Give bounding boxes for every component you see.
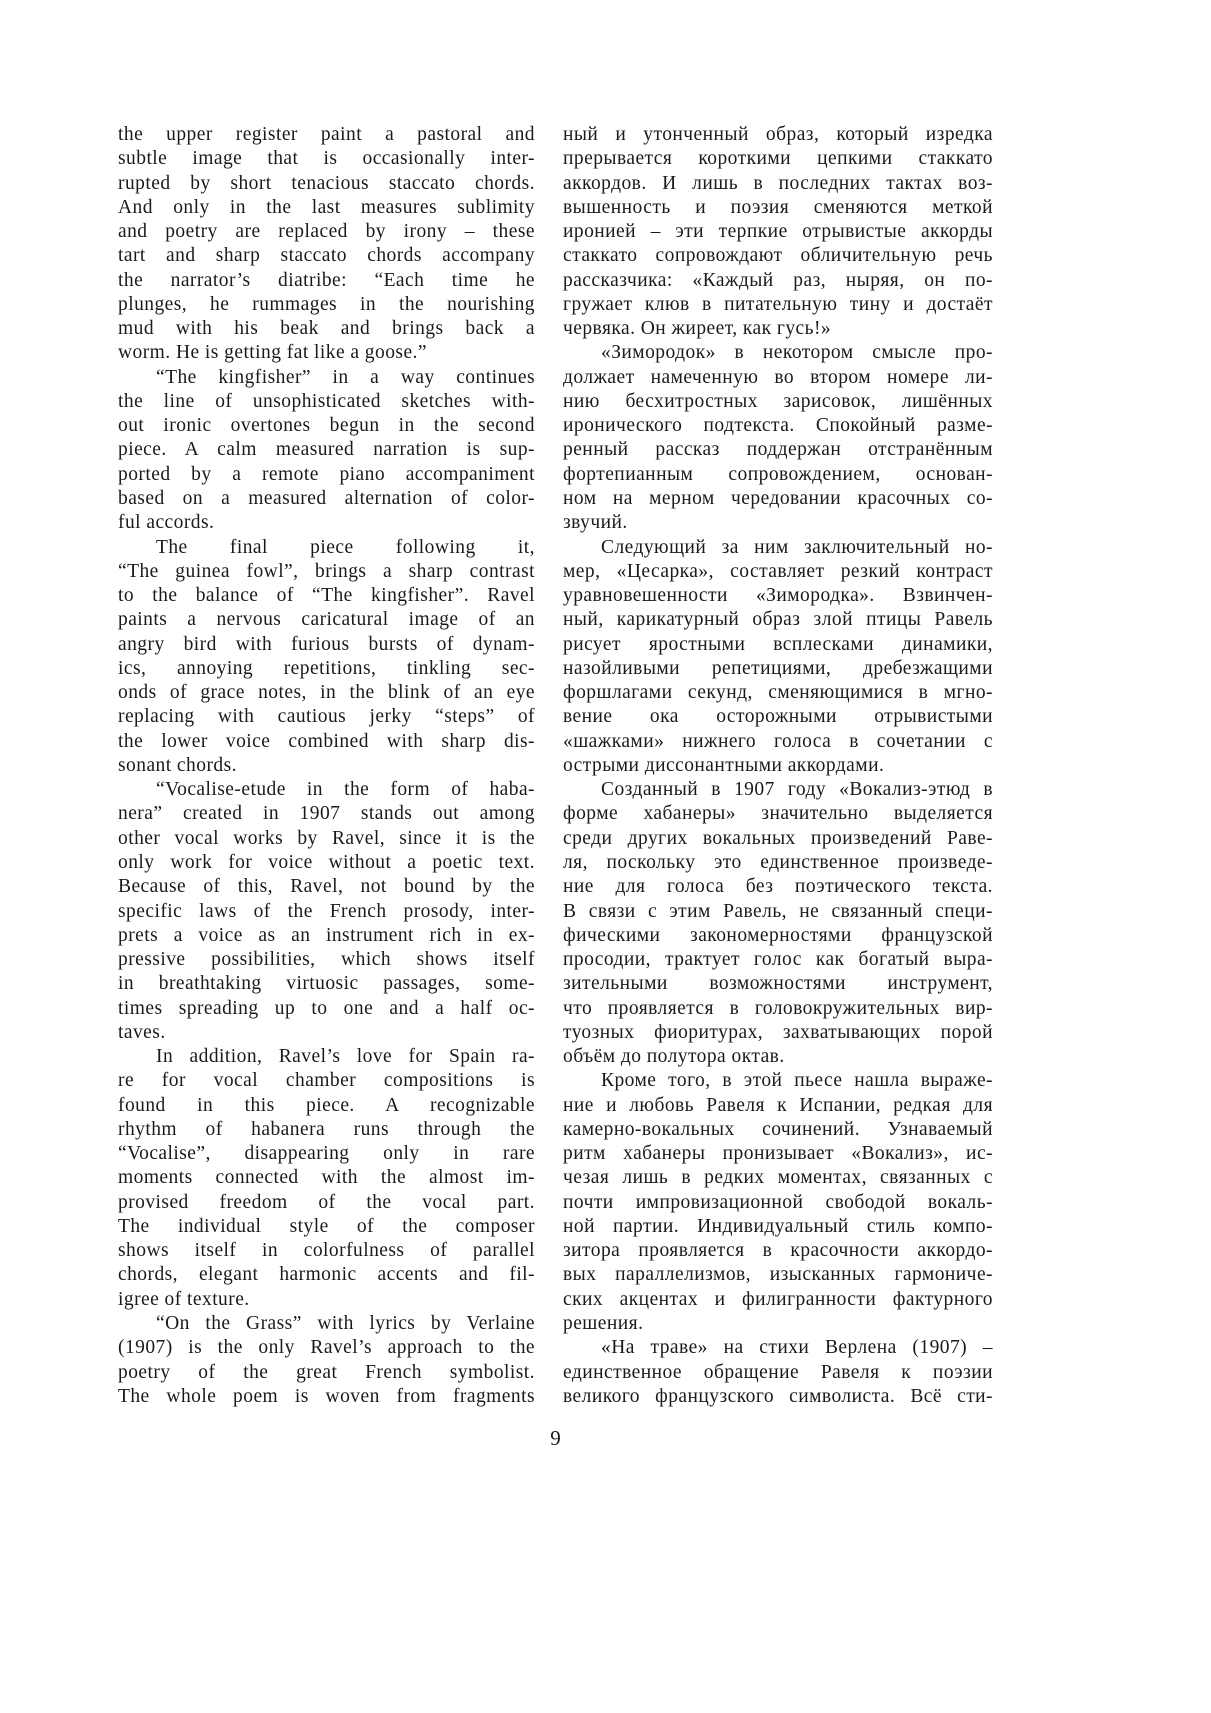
text-line: ритм хабанеры пронизывает «Вокализ», ис- bbox=[563, 1143, 993, 1165]
text-line: replacing with cautious jerky “steps” of bbox=[118, 706, 535, 728]
text-line: туозных фиоритурах, захватывающих порой bbox=[563, 1021, 993, 1043]
text-line: ля, поскольку это единственное произведе- bbox=[563, 851, 993, 873]
text-line: onds of grace notes, in the blink of an eye bbox=[118, 682, 535, 704]
text-line: зительными возможностями инструмент, bbox=[563, 973, 993, 995]
text-line: Кроме того, в этой пьесе нашла выраже- bbox=[601, 1070, 993, 1092]
text-line: moments connected with the almost im- bbox=[118, 1167, 535, 1189]
paragraph bbox=[563, 123, 993, 341]
paragraph bbox=[118, 1045, 535, 1312]
paragraph bbox=[563, 536, 993, 779]
text-line: Созданный в 1907 году «Вокализ-этюд в bbox=[601, 779, 993, 801]
text-line: ный и утонченный образ, который изредка bbox=[563, 124, 993, 145]
text-line: ful accords. bbox=[118, 512, 215, 534]
text-line: plunges, he rummages in the nourishing bbox=[118, 293, 535, 315]
paragraph bbox=[118, 778, 535, 1045]
paragraph bbox=[118, 366, 535, 536]
page-number: 9 bbox=[550, 1426, 561, 1450]
text-line: прерывается короткими цепкими стаккато bbox=[563, 148, 993, 170]
text-line: рисует яростными всплесками динамики, bbox=[563, 633, 993, 655]
paragraph bbox=[118, 1312, 535, 1409]
text-line: «Зимородок» в некотором смысле про- bbox=[601, 342, 993, 364]
paragraph bbox=[118, 536, 535, 779]
text-line: ренный рассказ поддержан отстранённым bbox=[563, 439, 993, 461]
text-line: worm. He is getting fat like a goose.” bbox=[118, 342, 427, 364]
text-line: ние для голоса без поэтического текста. bbox=[563, 876, 993, 898]
text-line: the narrator’s diatribe: “Each time he bbox=[118, 269, 535, 291]
text-line: mud with his beak and brings back a bbox=[118, 318, 535, 340]
text-line: out ironic overtones begun in the second bbox=[118, 415, 535, 437]
text-line: назойливыми репетициями, дребезжащими bbox=[563, 657, 993, 679]
text-line: times spreading up to one and a half oc- bbox=[118, 997, 535, 1019]
text-line: нию бесхитростных зарисовок, лишённых bbox=[563, 390, 993, 412]
text-line: “The guinea fowl”, brings a sharp contrast bbox=[118, 560, 535, 582]
text-line: уравновешенности «Зимородка». Взвинчен- bbox=[563, 585, 993, 607]
text-line: re for vocal chamber compositions is bbox=[118, 1070, 535, 1092]
text-line: based on a measured alternation of color- bbox=[118, 487, 535, 509]
text-line: “Vocalise”, disappearing only in rare bbox=[118, 1143, 535, 1165]
text-line: The whole poem is woven from fragments bbox=[118, 1385, 535, 1407]
text-line: pressive possibilities, which shows itself bbox=[118, 949, 535, 971]
text-line: чезая лишь в редких моментах, связанных с bbox=[563, 1167, 993, 1189]
text-line: chords, elegant harmonic accents and fil- bbox=[118, 1264, 535, 1286]
paragraph bbox=[563, 1069, 993, 1336]
text-line: subtle image that is occasionally inter- bbox=[118, 148, 535, 170]
text-line: taves. bbox=[118, 1021, 166, 1043]
text-line: ние и любовь Равеля к Испании, редкая для bbox=[563, 1094, 993, 1116]
text-line: tart and sharp staccato chords accompany bbox=[118, 245, 535, 267]
text-line: червяка. Он жиреет, как гусь!» bbox=[563, 318, 832, 340]
text-line: Because of this, Ravel, not bound by the bbox=[118, 876, 535, 898]
text-line: “The kingfisher” in a way continues bbox=[156, 366, 535, 388]
text-line: должает намеченную во втором номере ли- bbox=[563, 366, 993, 388]
text-line: Следующий за ним заключительный но- bbox=[601, 536, 993, 558]
text-line: sonant chords. bbox=[118, 754, 237, 776]
text-line: other vocal works by Ravel, since it is the bbox=[118, 827, 535, 849]
text-line: (1907) is the only Ravel’s approach to the bbox=[118, 1337, 535, 1359]
text-line: зитора проявляется в красочности аккордо- bbox=[563, 1240, 993, 1262]
text-line: среди других вокальных произведений Раве- bbox=[563, 827, 993, 849]
text-line: igree of texture. bbox=[118, 1288, 250, 1310]
text-line: В связи с этим Равель, не связанный специ- bbox=[563, 900, 993, 922]
paragraph bbox=[118, 123, 535, 366]
text-line: гружает клюв в питательную тину и достаёт bbox=[563, 293, 993, 315]
text-line: ном на мерном чередовании красочных со- bbox=[563, 487, 993, 509]
text-line: nera” created in 1907 stands out among bbox=[118, 803, 535, 825]
text-line: решения. bbox=[563, 1313, 644, 1335]
paragraph bbox=[563, 1336, 993, 1409]
text-line: ported by a remote piano accompaniment bbox=[118, 463, 535, 485]
russian-text-column bbox=[563, 123, 993, 1409]
text-line: иронического подтекста. Спокойный разме- bbox=[563, 415, 993, 437]
text-line: великого французского символиста. Всё сти- bbox=[563, 1385, 993, 1407]
text-line: мер, «Цесарка», составляет резкий контраст bbox=[563, 560, 993, 582]
text-line: объём до полутора октав. bbox=[563, 1046, 785, 1068]
text-line: звучий. bbox=[563, 512, 628, 534]
text-line: shows itself in colorfulness of parallel bbox=[118, 1240, 535, 1262]
text-line: paints a nervous caricatural image of an bbox=[118, 609, 535, 631]
text-line: вых параллелизмов, изысканных гармониче- bbox=[563, 1264, 993, 1286]
text-line: «На траве» на стихи Верлена (1907) – bbox=[601, 1337, 993, 1359]
text-line: the line of unsophisticated sketches with- bbox=[118, 390, 535, 412]
text-line: poetry of the great French symbolist. bbox=[118, 1361, 535, 1383]
text-line: and poetry are replaced by irony – these bbox=[118, 221, 535, 243]
text-line: found in this piece. A recognizable bbox=[118, 1094, 535, 1116]
text-line: angry bird with furious bursts of dynam- bbox=[118, 633, 535, 655]
text-line: ный, карикатурный образ злой птицы Равель bbox=[563, 609, 993, 631]
text-line: the upper register paint a pastoral and bbox=[118, 124, 535, 145]
text-line: to the balance of “The kingfisher”. Ravel bbox=[118, 585, 535, 607]
text-line: “On the Grass” with lyrics by Verlaine bbox=[156, 1313, 535, 1335]
text-line: форме хабанеры» значительно выделяется bbox=[563, 803, 993, 825]
text-line: The individual style of the composer bbox=[118, 1215, 535, 1237]
text-line: почти импровизационной свободой вокаль- bbox=[563, 1191, 993, 1213]
english-text-column bbox=[118, 123, 535, 1409]
text-line: ной партии. Индивидуальный стиль компо- bbox=[563, 1215, 993, 1237]
text-line: острыми диссонантными аккордами. bbox=[563, 754, 885, 776]
text-line: что проявляется в головокружительных вир- bbox=[563, 997, 993, 1019]
text-line: in breathtaking virtuosic passages, some- bbox=[118, 973, 535, 995]
text-line: specific laws of the French prosody, inter- bbox=[118, 900, 535, 922]
paragraph bbox=[563, 341, 993, 535]
text-line: фическими закономерностями французской bbox=[563, 924, 993, 946]
text-line: provised freedom of the vocal part. bbox=[118, 1191, 535, 1213]
text-line: ских акцентах и филигранности фактурного bbox=[563, 1288, 993, 1310]
text-line: рассказчика: «Каждый раз, ныряя, он по- bbox=[563, 269, 993, 291]
text-line: rupted by short tenacious staccato chords. bbox=[118, 172, 535, 194]
text-line: And only in the last measures sublimity bbox=[118, 196, 535, 218]
text-line: просодии, трактует голос как богатый выра- bbox=[563, 949, 993, 971]
text-line: аккордов. И лишь в последних тактах воз- bbox=[563, 172, 993, 194]
text-line: “Vocalise-etude in the form of haba- bbox=[156, 779, 535, 801]
text-line: In addition, Ravel’s love for Spain ra- bbox=[156, 1046, 535, 1068]
text-line: prets a voice as an instrument rich in ex- bbox=[118, 924, 535, 946]
paragraph bbox=[563, 778, 993, 1069]
text-line: форшлагами секунд, сменяющимися в мгно- bbox=[563, 682, 993, 704]
text-line: ics, annoying repetitions, tinkling sec- bbox=[118, 657, 535, 679]
text-line: the lower voice combined with sharp dis- bbox=[118, 730, 535, 752]
text-line: фортепианным сопровождением, основан- bbox=[563, 463, 993, 485]
text-line: «шажками» нижнего голоса в сочетании с bbox=[563, 730, 993, 752]
text-line: камерно-вокальных сочинений. Узнаваемый bbox=[563, 1118, 993, 1140]
text-line: единственное обращение Равеля к поэзии bbox=[563, 1361, 993, 1383]
text-line: The final piece following it, bbox=[156, 536, 535, 558]
text-line: вышенность и поэзия сменяются меткой bbox=[563, 196, 993, 218]
text-line: вение ока осторожными отрывистыми bbox=[563, 706, 993, 728]
text-line: стаккато сопровождают обличительную речь bbox=[563, 245, 993, 267]
text-line: only work for voice without a poetic text. bbox=[118, 851, 535, 873]
text-line: piece. A calm measured narration is sup- bbox=[118, 439, 535, 461]
text-line: иронией – эти терпкие отрывистые аккорды bbox=[563, 221, 993, 243]
text-line: rhythm of habanera runs through the bbox=[118, 1118, 535, 1140]
